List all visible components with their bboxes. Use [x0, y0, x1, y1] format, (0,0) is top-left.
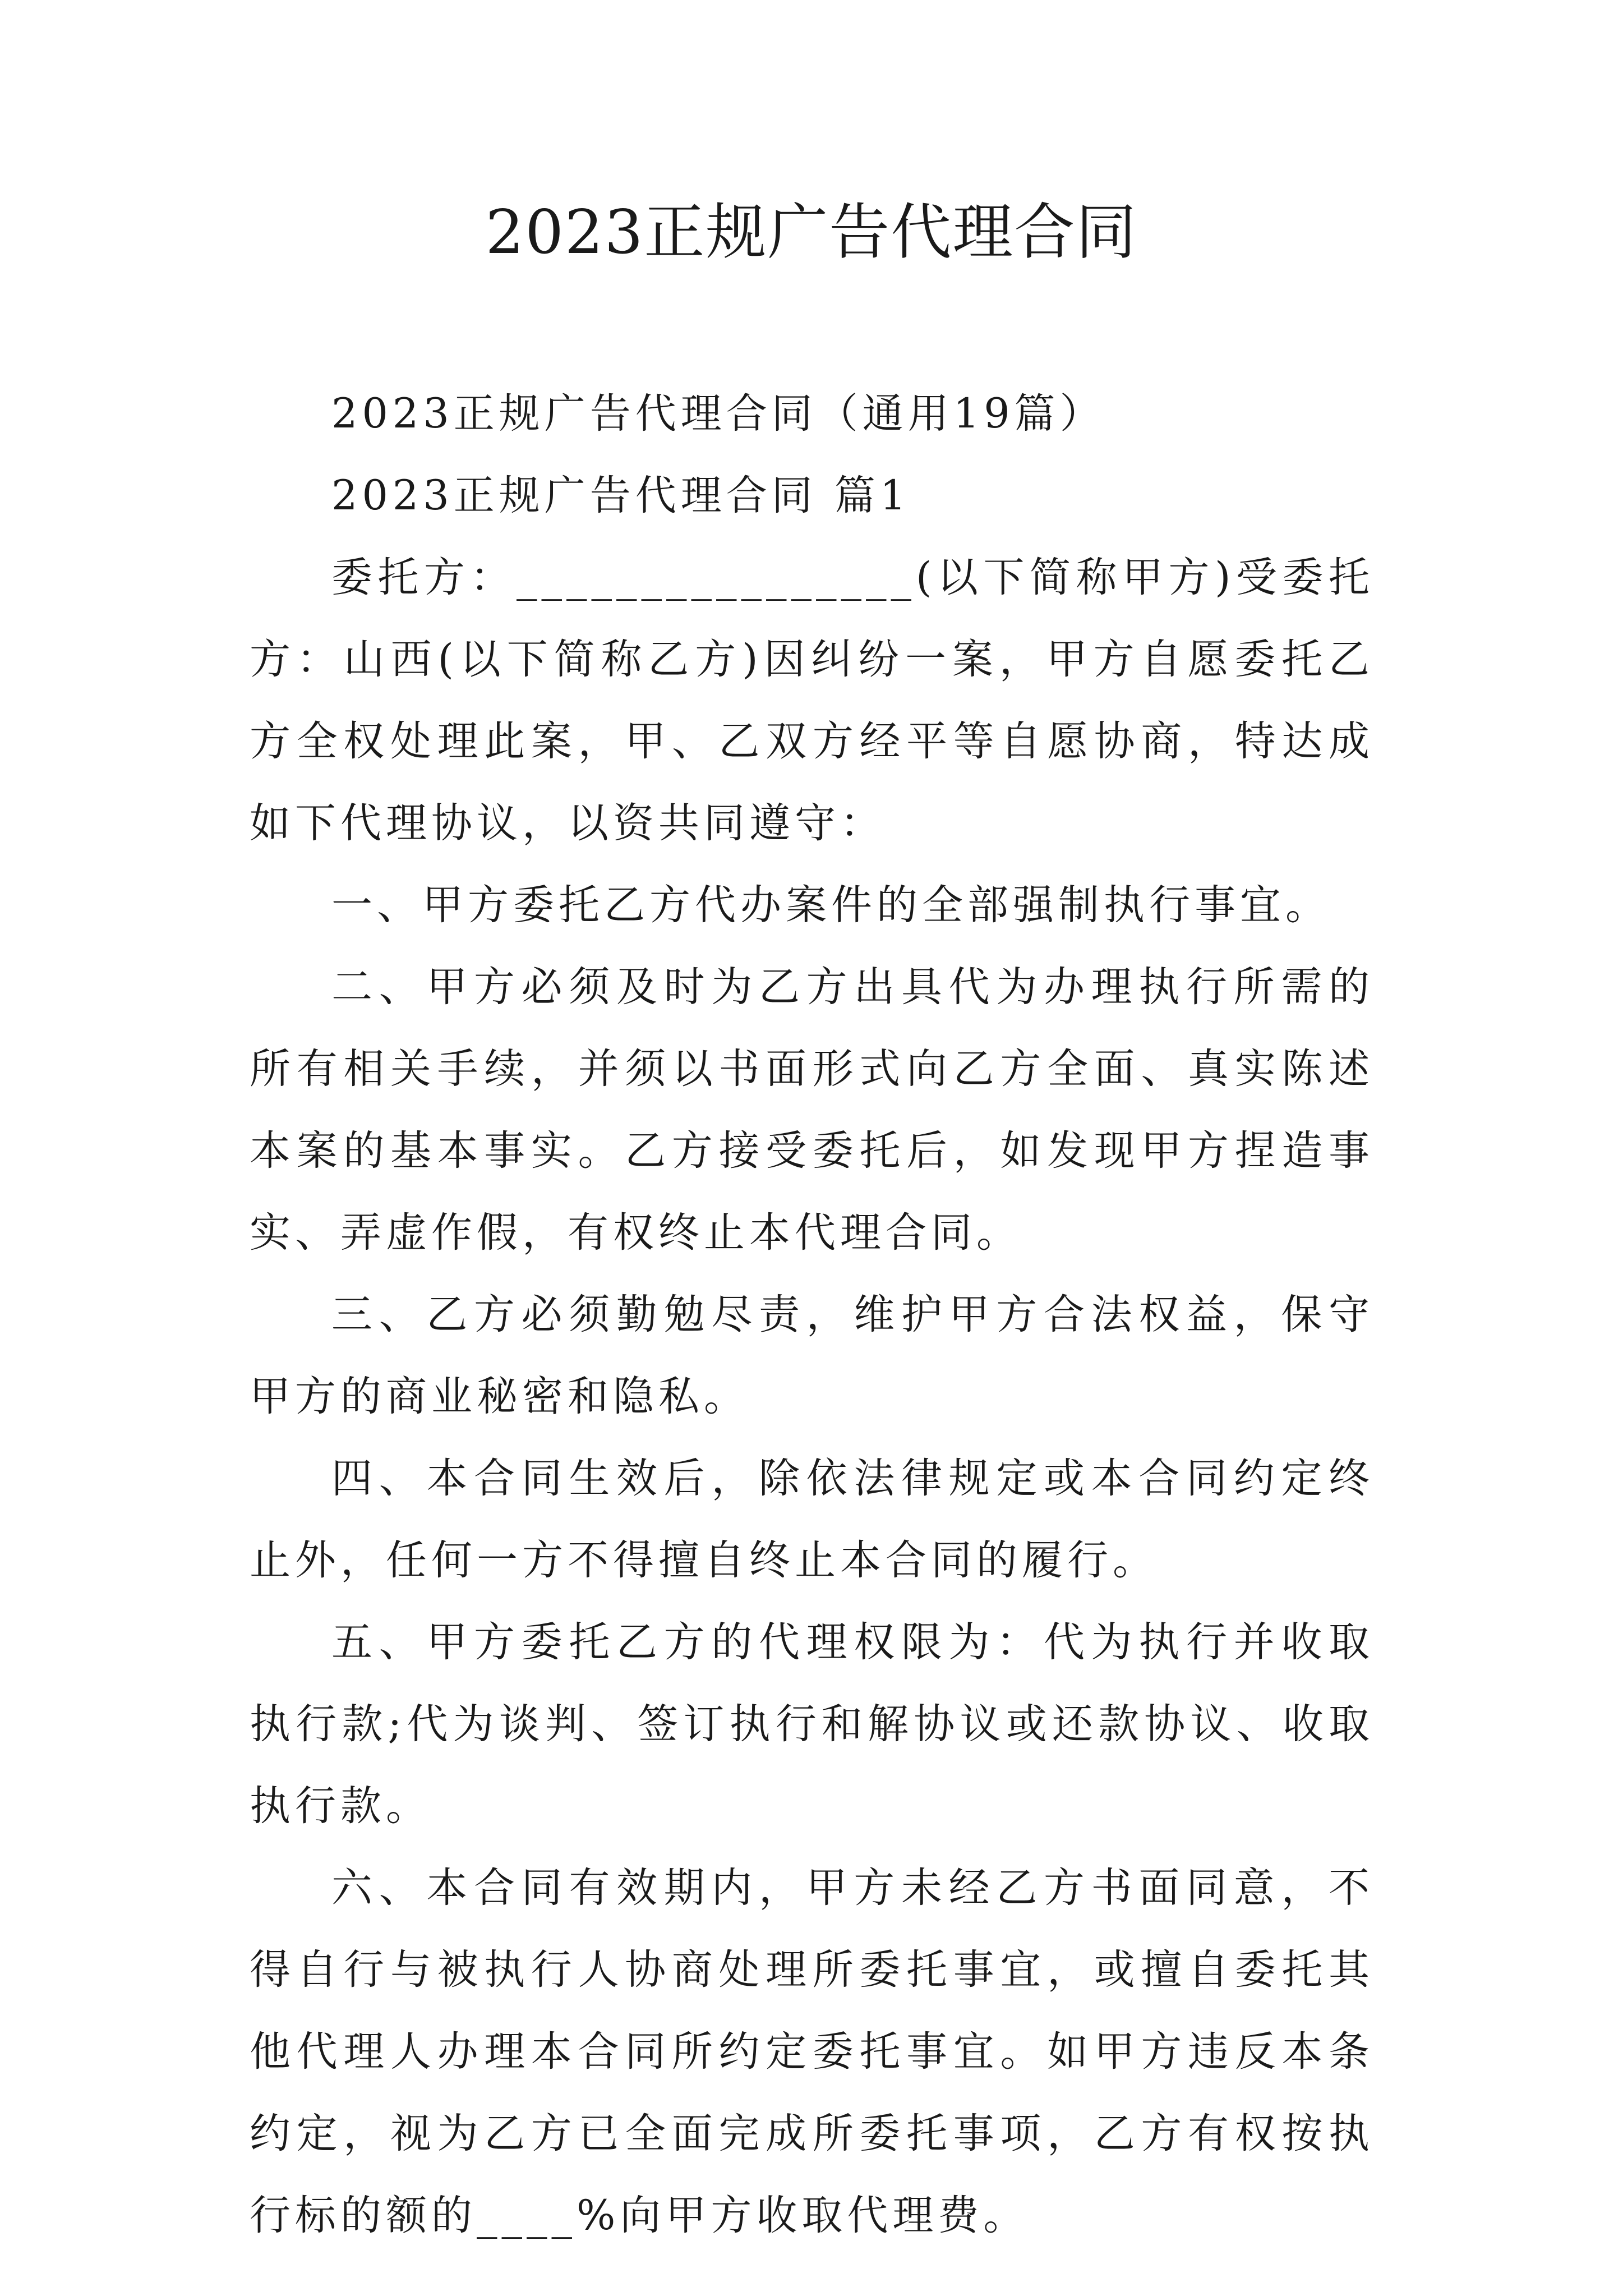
document-title: 2023正规广告代理合同 [485, 197, 1138, 268]
document-subtitle: 2023正规广告代理合同（通用19篇） [331, 390, 1105, 438]
paragraph-clause-4: 四、本合同生效后，除依法律规定或本合同约定终止外，任何一方不得擅自终止本合同的履行。 [250, 1455, 1374, 1584]
section-heading: 2023正规广告代理合同 篇1 [331, 472, 911, 519]
paragraph-clause-6: 六、本合同有效期内，甲方未经乙方书面同意，不得自行与被执行人协商处理所委托事宜，或擅自委托其他代理人办理本合同所约定委托事宜。如甲方违反本条约定，视为乙方已全面完成所委托事项，乙方有权按执行标的额的____%向甲方收取代理费。 [250, 1864, 1374, 2239]
paragraph-clause-3: 三、乙方必须勤勉尽责，维护甲方合法权益，保守甲方的商业秘密和隐私。 [250, 1291, 1374, 1420]
paragraph-parties: 委托方：________________(以下简称甲方)受委托方：山西(以下简称乙方)因纠纷一案，甲方自愿委托乙方全权处理此案，甲、乙双方经平等自愿协商，特达成如下代理协议，以资共同遵守： [250, 554, 1374, 847]
paragraph-clause-2: 二、甲方必须及时为乙方出具代为办理执行所需的所有相关手续，并须以书面形式向乙方全面、真实陈述本案的基本事实。乙方接受委托后，如发现甲方捏造事实、弄虚作假，有权终止本代理合同。 [250, 963, 1374, 1257]
document-body [250, 373, 1374, 2257]
paragraph-clause-5: 五、甲方委托乙方的代理权限为：代为执行并收取执行款;代为谈判、签订执行和解协议或还款协议、收取执行款。 [250, 1618, 1374, 1830]
paragraph-clause-1: 一、甲方委托乙方代办案件的全部强制执行事宜。 [331, 881, 1331, 929]
